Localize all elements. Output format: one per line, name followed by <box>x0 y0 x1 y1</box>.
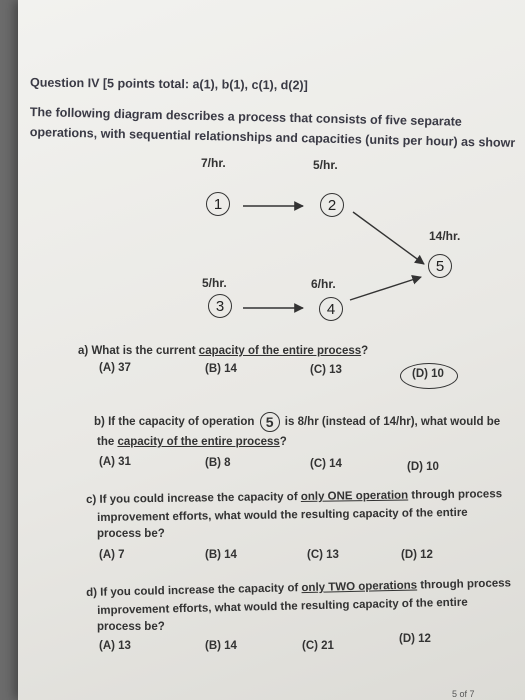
part-a-option-a: (A) 37 <box>99 362 131 374</box>
capacity-op4: 6/hr. <box>311 277 336 291</box>
part-d-underlined: only TWO operations <box>301 579 418 595</box>
part-d-option-c: (C) 21 <box>302 640 334 652</box>
part-c-question-line2: improvement efforts, what would the resulting capacity of the entire <box>97 506 468 524</box>
question-title: Question IV [5 points total: a(1), b(1), c(1), d(2)] <box>29 75 308 93</box>
part-d-option-d: (D) 12 <box>399 633 431 645</box>
part-a-question <box>78 345 368 357</box>
part-c-underlined: only ONE operation <box>300 489 409 504</box>
part-d-text-end: through process <box>416 577 512 592</box>
operation-3-label: 3 <box>215 297 225 315</box>
part-b-question-line2 <box>97 436 287 448</box>
part-b-underlined: capacity of the entire process <box>117 436 280 448</box>
part-b-option-a: (A) 31 <box>99 456 131 468</box>
operation-5-ref-label: 5 <box>265 414 274 430</box>
part-a-option-c: (C) 13 <box>310 364 342 376</box>
part-d-option-a: (A) 13 <box>99 640 131 652</box>
part-d-option-b: (B) 14 <box>205 640 237 652</box>
part-b-line2-end: ? <box>279 436 287 448</box>
part-a-label: a) <box>78 345 89 357</box>
part-c-option-a: (A) 7 <box>99 549 125 561</box>
part-c-text-end: through process <box>408 488 503 502</box>
operation-5-reference <box>260 412 280 432</box>
intro-line-1: The following diagram describes a process that consists of five separate <box>29 105 462 129</box>
part-d-label: d) <box>86 586 98 599</box>
part-c-question-line3: process be? <box>97 528 165 540</box>
operation-4-label: 4 <box>326 300 336 318</box>
part-a-underlined: capacity of the entire process <box>198 345 362 357</box>
part-b-text: If the capacity of operation <box>108 416 255 429</box>
part-b-option-c: (C) 14 <box>310 458 342 470</box>
part-c-text: If you could increase the capacity of <box>99 491 301 506</box>
part-a-text: What is the current <box>91 345 199 357</box>
part-d-text: If you could increase the capacity of <box>100 582 302 599</box>
part-b-text-end: is 8/hr (instead of 14/hr), what would be <box>284 416 501 429</box>
answer-circle-mark <box>400 363 458 389</box>
page-number: 5 of 7 <box>452 689 475 699</box>
part-a-option-d: (D) 10 <box>412 368 444 380</box>
operation-1-label: 1 <box>213 195 223 213</box>
operation-2-label: 2 <box>327 196 337 214</box>
arrow-2-to-5 <box>353 212 424 264</box>
part-b-label: b) <box>94 416 105 429</box>
part-b-option-b: (B) 8 <box>205 457 231 469</box>
capacity-op2: 5/hr. <box>313 158 338 172</box>
capacity-op5: 14/hr. <box>429 229 461 243</box>
part-d-question-line3: process be? <box>97 621 165 633</box>
part-c-label: c) <box>86 493 97 506</box>
arrow-4-to-5 <box>350 277 421 300</box>
part-d-question-line2: improvement efforts, what would the resulting capacity of the entire <box>97 596 468 617</box>
operation-5-label: 5 <box>435 257 445 275</box>
part-c-option-c: (C) 13 <box>307 549 339 561</box>
part-b-question <box>94 412 500 432</box>
part-b-option-d: (D) 10 <box>407 461 439 473</box>
intro-line-2: operations, with sequential relationships and capacities (units per hour) as showr <box>29 125 516 151</box>
part-a-text-end: ? <box>361 345 369 357</box>
capacity-op3: 5/hr. <box>202 276 227 290</box>
part-c-option-d: (D) 12 <box>401 549 433 561</box>
part-b-line2-pre: the <box>97 436 118 448</box>
part-c-option-b: (B) 14 <box>205 549 237 561</box>
capacity-op1: 7/hr. <box>201 156 226 170</box>
part-a-option-b: (B) 14 <box>205 363 237 375</box>
